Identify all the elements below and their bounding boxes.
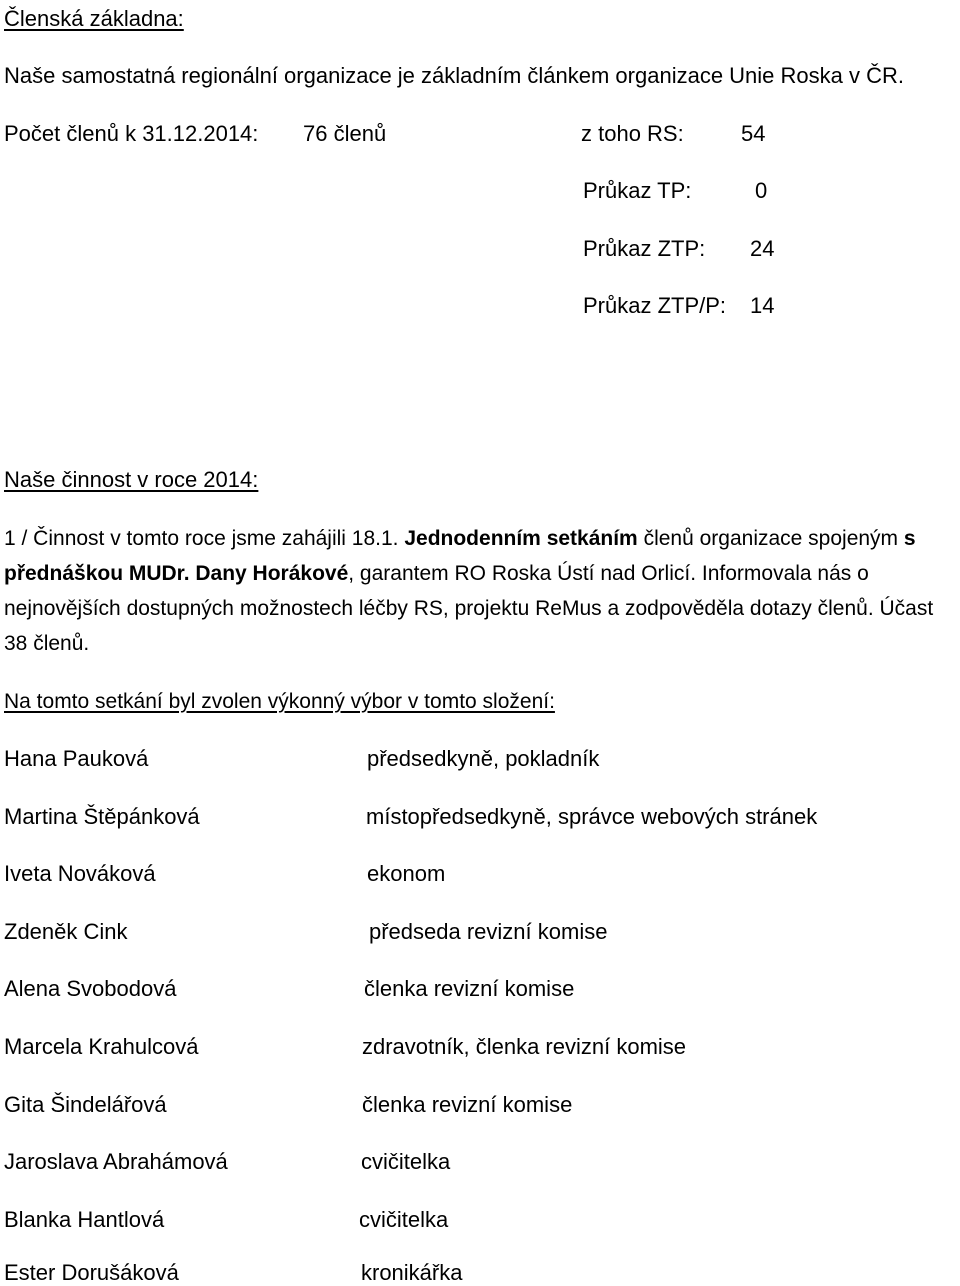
stat-label-rs: z toho RS: bbox=[581, 121, 684, 146]
member-count-label: Počet členů k 31.12.2014: bbox=[4, 121, 259, 146]
committee-member-role: předseda revizní komise bbox=[369, 919, 608, 944]
committee-member-name: Alena Svobodová bbox=[4, 976, 177, 1001]
committee-heading: Na tomto setkání byl zvolen výkonný výbor v tomto složení: bbox=[4, 690, 555, 713]
committee-member-name: Martina Štěpánková bbox=[4, 804, 200, 829]
activity-lecturer-bold: s přednáškou MUDr. Dany Horákové bbox=[4, 527, 916, 585]
stat-value-tp: 0 bbox=[755, 178, 768, 203]
stat-label-ztpp: Průkaz ZTP/P: bbox=[583, 293, 727, 318]
stat-label-tp: Průkaz TP: bbox=[583, 178, 692, 203]
committee-member-role: členka revizní komise bbox=[362, 1092, 573, 1117]
committee-member-name: Ester Dorušáková bbox=[4, 1260, 179, 1285]
activity-event-bold: Jednodenním setkáním bbox=[404, 527, 638, 550]
activity-text-end: , garantem RO Roska Ústí nad Orlicí. Informovala nás o nejnovějších dostupných možnostech léčby RS, projektu ReMus a zodpověděla dotazy členů. Účast 38 členů. bbox=[4, 562, 934, 655]
activity-text-start: 1 / Činnost v tomto roce jsme zahájili 18.1. bbox=[4, 527, 405, 550]
activity-text-mid: členů organizace spojeným bbox=[637, 527, 904, 550]
committee-member-name: Marcela Krahulcová bbox=[4, 1034, 199, 1059]
stat-value-rs: 54 bbox=[741, 121, 766, 146]
membership-heading: Členská základna: bbox=[4, 6, 184, 31]
committee-member-role: cvičitelka bbox=[361, 1149, 451, 1174]
stat-value-ztp: 24 bbox=[750, 236, 775, 261]
committee-member-role: zdravotník, členka revizní komise bbox=[362, 1034, 687, 1059]
stat-label-ztp: Průkaz ZTP: bbox=[583, 236, 706, 261]
committee-member-role: kronikářka bbox=[361, 1260, 463, 1285]
committee-member-role: členka revizní komise bbox=[364, 976, 575, 1001]
member-count-total: 76 členů bbox=[303, 121, 387, 146]
committee-member-role: předsedkyně, pokladník bbox=[367, 746, 600, 771]
activity-paragraph bbox=[4, 521, 959, 661]
activity-heading: Naše činnost v roce 2014: bbox=[4, 467, 259, 492]
committee-member-role: ekonom bbox=[367, 861, 446, 886]
committee-member-name: Hana Pauková bbox=[4, 746, 149, 771]
committee-member-name: Blanka Hantlová bbox=[4, 1207, 165, 1232]
committee-member-name: Iveta Nováková bbox=[4, 861, 156, 886]
committee-member-role: cvičitelka bbox=[359, 1207, 449, 1232]
committee-member-name: Gita Šindelářová bbox=[4, 1092, 167, 1117]
committee-member-role: místopředsedkyně, správce webových stránek bbox=[366, 804, 818, 829]
committee-member-name: Jaroslava Abrahámová bbox=[4, 1149, 228, 1174]
stat-value-ztpp: 14 bbox=[750, 293, 775, 318]
intro-text: Naše samostatná regionální organizace je základním článkem organizace Unie Roska v ČR. bbox=[4, 63, 905, 88]
committee-member-name: Zdeněk Cink bbox=[4, 919, 128, 944]
